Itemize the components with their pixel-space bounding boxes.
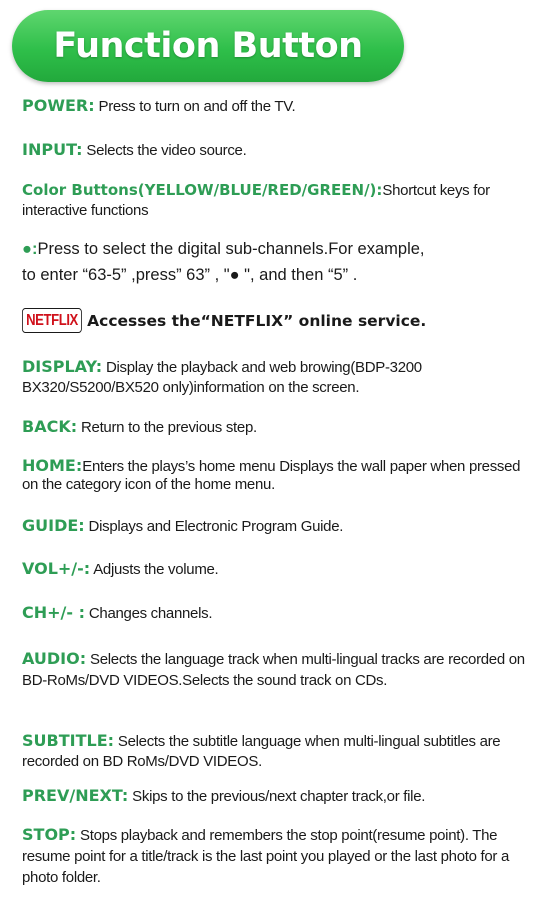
function-description: Accesses the“NETFLIX” online service.	[87, 311, 427, 330]
function-item-input	[22, 140, 536, 161]
function-description: Press to turn on and off the TV.	[94, 98, 296, 115]
function-item-stop	[22, 824, 536, 888]
function-item-guide	[22, 516, 536, 537]
function-key-label: BACK:	[22, 417, 78, 436]
function-item-audio	[22, 648, 536, 691]
function-description: Selects the subtitle language when multi-lingual subtitles are recorded on BD RoMs/DVD VIDEOS.	[22, 733, 501, 770]
function-item-back	[22, 417, 536, 438]
function-item-dot	[22, 236, 536, 288]
function-item-color-buttons	[22, 180, 544, 221]
function-description: Skips to the previous/next chapter track,or file.	[128, 788, 426, 805]
dot-line-1	[22, 236, 536, 262]
function-description: Selects the language track when multi-lingual tracks are recorded on BD-RoMs/DVD VIDEOS.Selects the sound track on CDs.	[22, 651, 525, 689]
function-key-label: CH+/- :	[22, 603, 85, 622]
function-key-label: AUDIO:	[22, 649, 87, 668]
function-item-subtitle	[22, 731, 536, 772]
function-item-volume	[22, 559, 536, 580]
function-key-label: GUIDE:	[22, 516, 85, 535]
dot-line-2	[22, 262, 536, 288]
function-item-channel	[22, 603, 536, 624]
function-key-label: INPUT:	[22, 140, 83, 159]
function-description: Stops playback and remembers the stop point(resume point). The resume point for a title/track is the last point you played or the last photo for a photo folder.	[22, 827, 510, 886]
function-key-label: DISPLAY:	[22, 357, 103, 376]
green-dot-icon: ●	[22, 240, 32, 258]
function-description: to enter “63-5” ,press” 63” , "● ", and then “5” .	[22, 266, 358, 284]
function-key-label: VOL+/-:	[22, 559, 91, 578]
title-banner	[12, 10, 404, 82]
page-title: Function Button	[53, 26, 363, 66]
function-description: Display the playback and web browing(BDP-3200 BX320/S5200/BX520 only)information on the screen.	[22, 359, 422, 396]
function-key-label: POWER:	[22, 96, 95, 115]
function-item-home	[22, 457, 536, 494]
function-description: Displays and Electronic Program Guide.	[84, 518, 344, 535]
function-description: Press to select the digital sub-channels.For example,	[37, 240, 425, 258]
function-key-label: Color Buttons(YELLOW/BLUE/RED/GREEN/):	[22, 181, 383, 199]
function-description: Selects the video source.	[82, 142, 247, 159]
function-key-label: PREV/NEXT:	[22, 786, 129, 805]
function-item-power	[22, 96, 536, 117]
function-description: Adjusts the volume.	[90, 561, 219, 578]
function-description: Shortcut keys for interactive functions	[22, 182, 490, 219]
function-description: Changes channels.	[85, 605, 213, 622]
function-item-netflix	[22, 308, 536, 333]
function-key-label: HOME:	[22, 456, 83, 475]
function-item-prev-next	[22, 786, 536, 807]
function-key-label: SUBTITLE:	[22, 731, 115, 750]
netflix-logo: NETFLIX	[22, 308, 82, 333]
function-description: Enters the plays’s home menu Displays the wall paper when pressed on the category icon of the home menu.	[22, 458, 521, 493]
function-item-display	[22, 357, 536, 398]
function-key-label: STOP:	[22, 825, 77, 844]
function-description: Return to the previous step.	[77, 419, 257, 436]
dot-colon: :	[31, 240, 38, 258]
